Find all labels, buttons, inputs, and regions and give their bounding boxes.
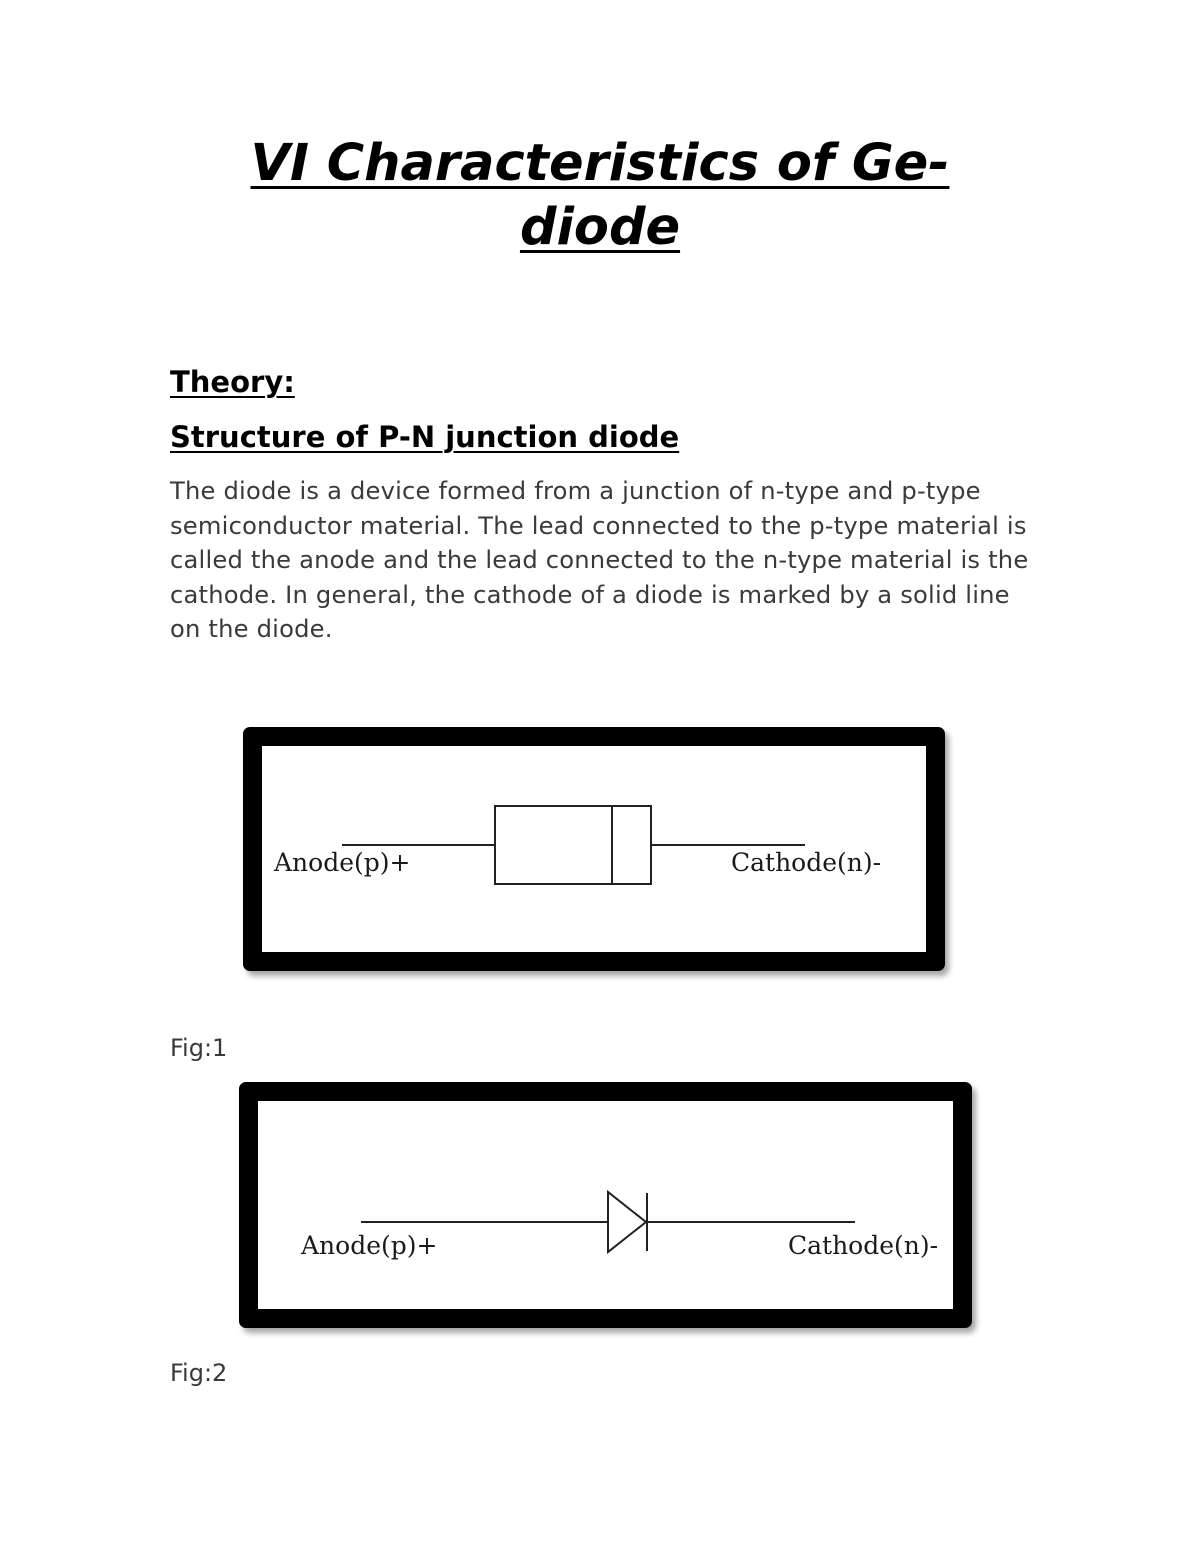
figure-2-diode-symbol <box>239 1082 972 1328</box>
diode-symbol-diagram <box>258 1101 953 1309</box>
diode-triangle <box>608 1192 646 1252</box>
figure-1-diode-structure <box>243 727 945 971</box>
anode-label: Anode(p)+ <box>274 848 411 877</box>
theory-heading: Theory: <box>170 365 295 399</box>
figure-1-caption: Fig:1 <box>170 1034 228 1062</box>
page-title-line-1: VI Characteristics of Ge- <box>250 134 950 193</box>
cathode-label: Cathode(n)- <box>731 848 882 877</box>
page-title-line-2: diode <box>519 198 681 257</box>
figure-2-caption: Fig:2 <box>170 1359 228 1387</box>
body-paragraph: The diode is a device formed from a junction of n-type and p-type semiconductor material. The lead connected to the p-type material is called the anode and the lead connected to the n-type material is the cathode. In general, the cathode of a diode is marked by a solid line on the diode. <box>170 477 1029 644</box>
anode-label: Anode(p)+ <box>301 1231 438 1260</box>
diode-body <box>495 806 651 884</box>
cathode-label: Cathode(n)- <box>788 1231 939 1260</box>
page-title <box>0 132 1200 260</box>
structure-heading: Structure of P-N junction diode <box>170 420 680 454</box>
diode-structure-diagram <box>262 746 926 952</box>
